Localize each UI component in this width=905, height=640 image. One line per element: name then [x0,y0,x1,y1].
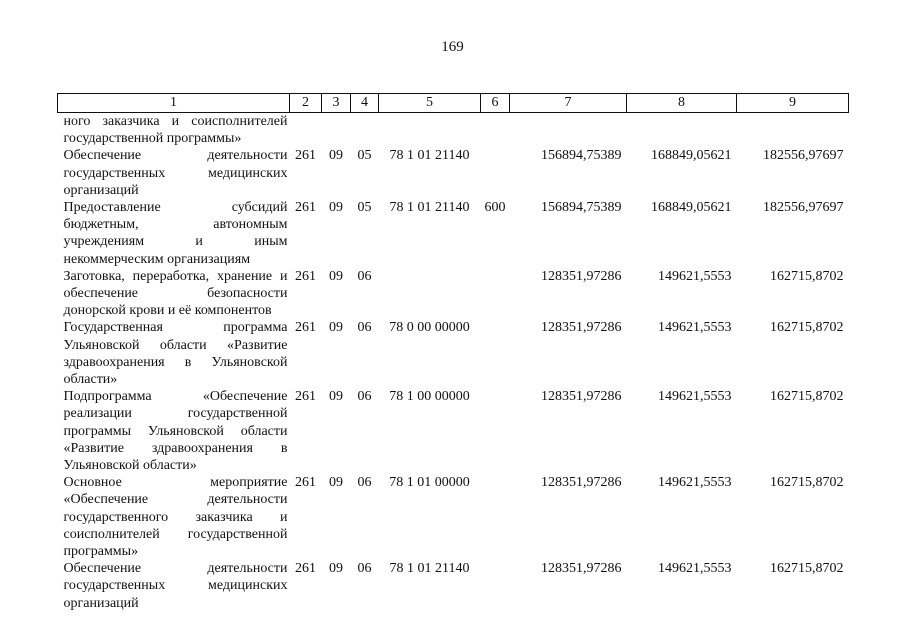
row-expense-type [481,319,510,388]
row-expense-type [481,560,510,612]
row-amount-year-3: 162715,8702 [770,475,844,491]
row-subsection [351,113,379,148]
header-col-9: 9 [737,94,849,113]
row-amount-year-2: 149621,5553 [658,561,732,577]
row-amount-year-2: 149621,5553 [658,268,732,284]
row-amount-year-1: 156894,75389 [541,200,622,216]
row-amount-year-3: 182556,97697 [763,148,844,164]
row-expense-type [481,147,510,199]
row-amount-year-1: 128351,97286 [541,475,622,491]
row-amount-year-2: 168849,05621 [651,148,732,164]
row-target-article: 78 1 01 21140 [389,561,470,577]
row-admin-code: 261 [295,200,316,216]
row-section: 09 [329,561,343,577]
row-subsection: 06 [357,320,372,336]
table-row [58,268,849,320]
row-amount-year-1: 128351,97286 [541,268,622,284]
row-subsection: 06 [357,561,372,577]
row-amount-year-3 [737,113,849,148]
row-target-article: 78 0 00 00000 [389,320,470,336]
row-amount-year-2: 149621,5553 [658,389,732,405]
row-section: 09 [329,268,343,284]
table-row [58,560,849,612]
row-admin-code: 261 [295,148,316,164]
row-amount-year-3: 162715,8702 [770,389,844,405]
row-subsection: 06 [357,475,372,491]
row-section [322,113,351,148]
row-subsection: 05 [357,148,372,164]
row-amount-year-1: 128351,97286 [541,389,622,405]
header-col-1: 1 [58,94,290,113]
row-amount-year-2: 168849,05621 [651,200,732,216]
row-amount-year-3: 162715,8702 [770,320,844,336]
row-amount-year-3: 162715,8702 [770,268,844,284]
row-admin-code: 261 [295,268,316,284]
header-col-3: 3 [322,94,351,113]
table-row [58,388,849,474]
row-name: Обеспечение деятельности государственных медицинских организаций [63,561,288,611]
row-amount-year-2: 149621,5553 [658,475,732,491]
row-expense-type [481,268,510,320]
row-section: 09 [329,200,343,216]
row-section: 09 [329,320,343,336]
row-name: Обеспечение деятельности государственных медицинских организаций [63,148,288,198]
row-section: 09 [329,475,343,491]
row-admin-code: 261 [295,475,316,491]
row-admin-code: 261 [295,561,316,577]
table-row [58,199,849,268]
row-name: Предоставление субсидий бюджетным, автономным учреждениям и иным некоммерческим организациям [63,200,288,267]
row-target-article: 78 1 01 21140 [389,148,470,164]
row-section: 09 [329,389,343,405]
row-target-article: 78 1 01 00000 [389,475,470,491]
row-amount-year-1: 156894,75389 [541,148,622,164]
row-name: ного заказчика и соисполнителей государственной программы» [63,114,288,147]
row-expense-type: 600 [484,200,506,216]
row-amount-year-1: 128351,97286 [541,320,622,336]
row-amount-year-2 [627,113,737,148]
row-amount-year-2: 149621,5553 [658,320,732,336]
table-body [58,113,849,612]
row-admin-code: 261 [295,320,316,336]
row-target-article [379,268,481,320]
header-col-7: 7 [510,94,627,113]
table-row [58,474,849,560]
row-name: Основное мероприятие «Обеспечение деятельности государственного заказчика и соисполнителей государственной программы» [63,475,288,560]
row-amount-year-3: 182556,97697 [763,200,844,216]
row-name: Заготовка, переработка, хранение и обеспечение безопасности донорской крови и её компонентов [63,268,288,319]
row-section: 09 [329,148,343,164]
row-amount-year-3: 162715,8702 [770,561,844,577]
table-row [58,319,849,388]
row-amount-year-1 [510,113,627,148]
page-number: 169 [441,39,464,55]
table-header [58,94,849,113]
row-expense-type [481,113,510,148]
row-target-article: 78 1 01 21140 [389,200,470,216]
budget-table [57,93,849,612]
row-amount-year-1: 128351,97286 [541,561,622,577]
header-col-6: 6 [481,94,510,113]
header-col-4: 4 [351,94,379,113]
table-row [58,147,849,199]
row-subsection: 05 [357,200,372,216]
row-name: Подпрограмма «Обеспечение реализации государственной программы Ульяновской области «Развитие здравоохранения в Ульяновской области» [63,389,288,474]
row-expense-type [481,388,510,474]
row-target-article: 78 1 00 00000 [389,389,470,405]
row-admin-code: 261 [295,389,316,405]
table-row [58,113,849,148]
row-subsection: 06 [357,389,372,405]
row-target-article [379,113,481,148]
row-expense-type [481,474,510,560]
header-col-2: 2 [290,94,322,113]
row-admin-code [290,113,322,148]
header-col-8: 8 [627,94,737,113]
header-col-5: 5 [379,94,481,113]
row-name: Государственная программа Ульяновской области «Развитие здравоохранения в Ульяновской области» [63,320,288,388]
row-subsection: 06 [357,268,372,284]
